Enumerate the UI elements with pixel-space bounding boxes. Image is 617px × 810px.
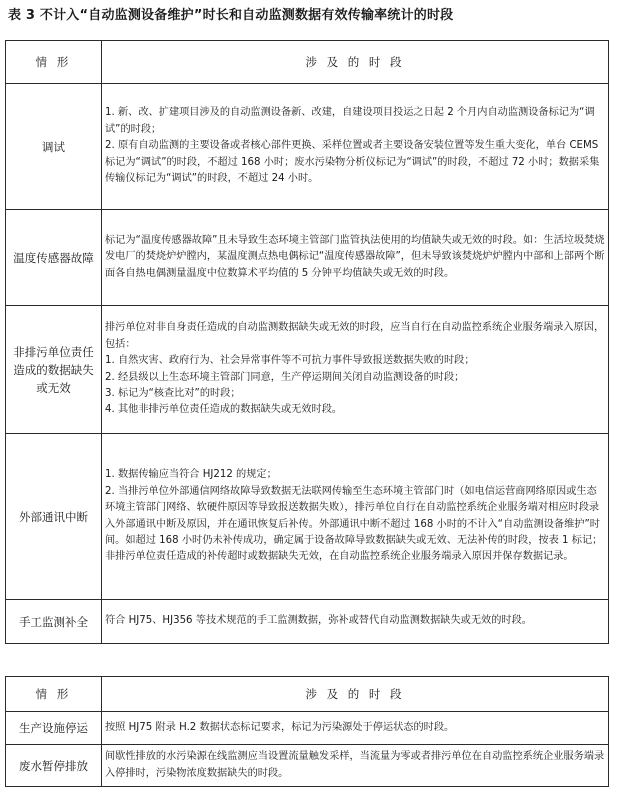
row-category: 非排污单位责任造成的数据缺失或无效 [6, 306, 102, 434]
description-line: 排污单位对非自身责任造成的自动监测数据缺失或无效的时段，应当自行在自动监控系统企业服务端录入原因，包括： [105, 322, 605, 350]
description-line: 4. 其他非排污单位责任造成的数据缺失或无效时段。 [105, 404, 343, 416]
description-line: 1. 数据传输应当符合 HJ212 的规定； [105, 469, 277, 481]
description-line: 符合 HJ75、HJ356 等技术规范的手工监测数据，弥补或替代自动监测数据缺失或无效的时段。 [105, 615, 532, 627]
header-situation: 情 形 [6, 41, 102, 84]
description-line: 1. 自然灾害、政府行为、社会异常事件等不可抗力事件导致报送数据失败的时段； [105, 355, 475, 367]
description-line: 间歇性排放的水污染源在线监测应当设置流量触发采样，当流量为零或者排污单位在自动监控系统企业服务端录入停排时，污染物浓度数据缺失的时段。 [105, 751, 605, 779]
row-description [102, 600, 609, 644]
description-line: 2. 经县级以上生态环境主管部门同意，生产停运期间关闭自动监测设备的时段； [105, 371, 465, 383]
table-header-row [6, 41, 609, 84]
exclusion-periods-table [5, 40, 609, 644]
description-line: 1. 新、改、扩建项目涉及的自动监测设备新、改建，自建设项目投运之日起 2 个月内自动监测设备标记为“调试”的时段； [105, 107, 595, 135]
table-row [6, 600, 609, 644]
row-category: 废水暂停排放 [6, 745, 102, 787]
row-description [102, 306, 609, 434]
table-row [6, 210, 609, 306]
row-description [102, 745, 609, 787]
row-description [102, 210, 609, 306]
description-line: 标记为“温度传感器故障”且未导致生态环境主管部门监管执法使用的均值缺失或无效的时段。如：生活垃圾焚烧发电厂的焚烧炉炉膛内，某温度测点热电偶标记“温度传感器故障”，但未导致该焚烧炉炉膛内中部和上部两个断面各自热电偶测量温度中位数算术平均值的 5 分钟平均值缺失或无效的时段。 [105, 234, 605, 279]
table-row [6, 745, 609, 787]
row-description [102, 84, 609, 210]
row-category: 调试 [6, 84, 102, 210]
row-category: 温度传感器故障 [6, 210, 102, 306]
continued-periods-table [5, 676, 609, 787]
table-row [6, 712, 609, 745]
table-header-row [6, 677, 609, 712]
row-category: 手工监测补全 [6, 600, 102, 644]
description-line: 按照 HJ75 附录 H.2 数据状态标记要求，标记为污染源处于停运状态的时段。 [105, 721, 455, 733]
row-description [102, 712, 609, 745]
row-category: 生产设施停运 [6, 712, 102, 745]
header-situation: 情 形 [6, 677, 102, 712]
header-periods: 涉 及 的 时 段 [102, 677, 609, 712]
table-row [6, 84, 609, 210]
table-row [6, 306, 609, 434]
row-description [102, 434, 609, 600]
description-line: 3. 标记为“核查比对”的时段； [105, 387, 241, 399]
table-title: 表 3 不计入“自动监测设备维护”时长和自动监测数据有效传输率统计的时段 [8, 8, 454, 23]
header-periods: 涉 及 的 时 段 [102, 41, 609, 84]
row-category: 外部通讯中断 [6, 434, 102, 600]
table-row [6, 434, 609, 600]
description-line: 2. 原有自动监测的主要设备或者核心部件更换、采样位置或者主要设备安装位置等发生重大变化，单台 CEMS 标记为“调试”的时段，不超过 168 小时；废水污染物分析仪标记为“调试”的时段，不超过 72 小时；数据采集传输仪标记为“调试”的时段，不超过 24 小时。 [105, 140, 600, 185]
description-line: 2. 当排污单位外部通信网络故障导致数据无法联网传输至生态环境主管部门时（如电信运营商网络原因或生态环境主管部门网络、软硬件原因等导致报送数据失败），排污单位自行在自动监控系统企业服务端对相应时段录入外部通讯中断及原因，并在通讯恢复后补传。外部通讯中断不超过 168 小时的不计入“自动监测设备维护”时间。如超过 168 小时仍未补传成功，确定属于设备故障导致数据缺失或无效、无法补传的时段，按表 1 标记；非排污单位责任造成的补传超时或数据缺失无效，在自动监控系统企业服务端录入原因并保存数据记录。 [105, 485, 603, 563]
